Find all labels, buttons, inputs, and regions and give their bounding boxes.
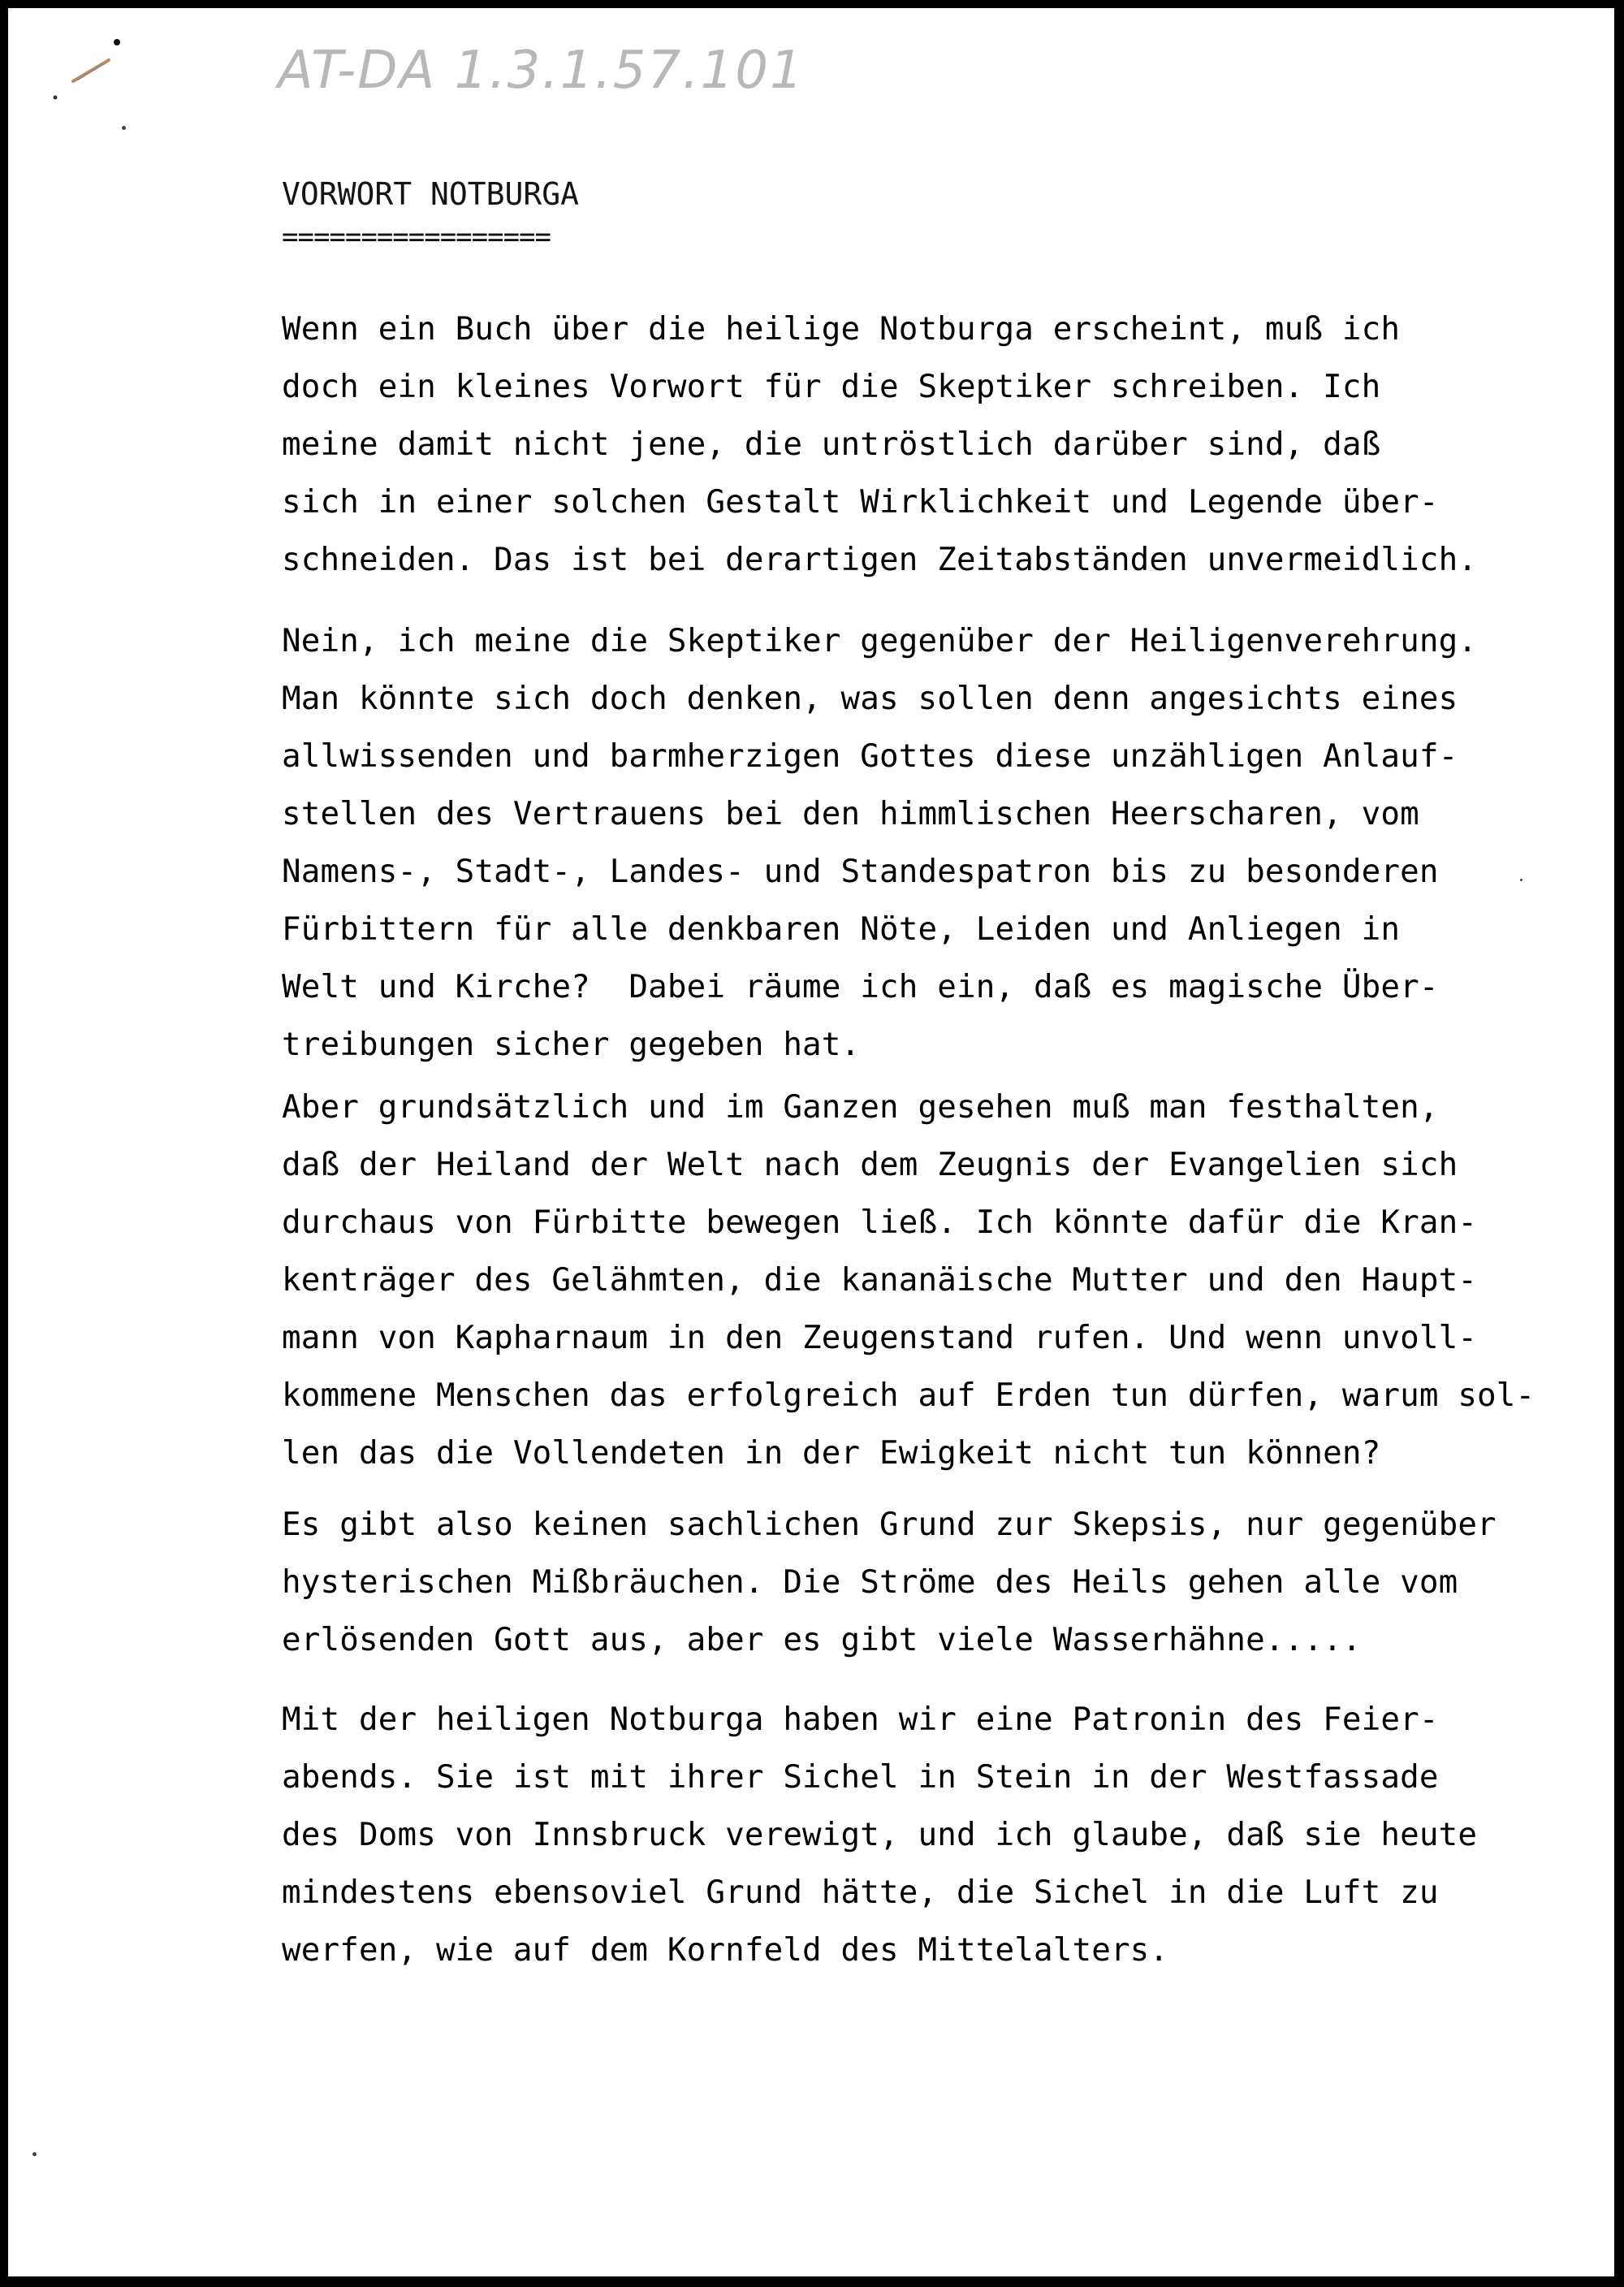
paragraph <box>282 1496 1497 1669</box>
text-line: len das die Vollendeten in der Ewigkeit nicht tun können? <box>282 1435 1381 1472</box>
text-line: stellen des Vertrauens bei den himmlischen Heerscharen, vom <box>282 796 1419 832</box>
text-line: hysterischen Mißbräuchen. Die Ströme des Heils gehen alle vom <box>282 1564 1458 1601</box>
paper-speck <box>122 126 126 130</box>
text-line: durchaus von Fürbitte bewegen ließ. Ich könnte dafür die Kran- <box>282 1204 1478 1241</box>
text-line: Aber grundsätzlich und im Ganzen gesehen muß man festhalten, <box>282 1089 1439 1126</box>
text-line: doch ein kleines Vorwort für die Skeptiker schreiben. Ich <box>282 369 1381 405</box>
document-title: VORWORT NOTBURGA <box>282 176 580 212</box>
text-line: daß der Heiland der Welt nach dem Zeugnis der Evangelien sich <box>282 1147 1458 1183</box>
text-line: sich in einer solchen Gestalt Wirklichkeit und Legende über- <box>282 484 1439 521</box>
text-line: Man könnte sich doch denken, was sollen denn angesichts eines <box>282 681 1458 717</box>
text-line: kenträger des Gelähmten, die kananäische Mutter und den Haupt- <box>282 1262 1478 1299</box>
text-line: Es gibt also keinen sachlichen Grund zur Skepsis, nur gegenüber <box>282 1507 1497 1543</box>
paragraph <box>282 1691 1477 1979</box>
paper-speck <box>1520 879 1522 881</box>
text-line: allwissenden und barmherzigen Gottes diese unzähligen Anlauf- <box>282 738 1458 775</box>
text-line: treibungen sicher gegeben hat. <box>282 1027 861 1063</box>
pencil-mark-icon <box>50 39 148 104</box>
text-line: kommene Menschen das erfolgreich auf Erden tun dürfen, warum sol- <box>282 1377 1535 1414</box>
text-line: Nein, ich meine die Skeptiker gegenüber der Heiligenverehrung. <box>282 623 1478 659</box>
paper-speck <box>32 2152 37 2156</box>
text-line: Namens-, Stadt-, Landes- und Standespatron bis zu besonderen <box>282 854 1439 890</box>
text-line: schneiden. Das ist bei derartigen Zeitabständen unvermeidlich. <box>282 542 1478 578</box>
title-underline: ================= <box>282 221 551 253</box>
text-line: abends. Sie ist mit ihrer Sichel in Stein in der Westfassade <box>282 1759 1439 1796</box>
text-line: des Doms von Innsbruck verewigt, und ich glaube, daß sie heute <box>282 1817 1478 1853</box>
text-line: Fürbittern für alle denkbaren Nöte, Leiden und Anliegen in <box>282 911 1401 948</box>
text-line: Mit der heiligen Notburga haben wir eine Patronin des Feier- <box>282 1701 1439 1738</box>
text-line: Wenn ein Buch über die heilige Notburga erscheint, muß ich <box>282 311 1401 348</box>
archive-reference: AT-DA 1.3.1.57.101 <box>278 41 805 101</box>
paragraph <box>282 612 1477 1074</box>
text-line: meine damit nicht jene, die untröstlich darüber sind, daß <box>282 426 1381 463</box>
document-page <box>8 8 1614 2276</box>
text-line: mindestens ebensoviel Grund hätte, die Sichel in die Luft zu <box>282 1874 1439 1911</box>
paragraph <box>282 1079 1535 1482</box>
text-line: werfen, wie auf dem Kornfeld des Mittelalters. <box>282 1932 1169 1969</box>
paragraph <box>282 300 1477 589</box>
text-line: Welt und Kirche? Dabei räume ich ein, daß es magische Über- <box>282 969 1439 1005</box>
text-line: mann von Kapharnaum in den Zeugenstand rufen. Und wenn unvoll- <box>282 1320 1478 1356</box>
text-line: erlösenden Gott aus, aber es gibt viele Wasserhähne..... <box>282 1622 1362 1658</box>
